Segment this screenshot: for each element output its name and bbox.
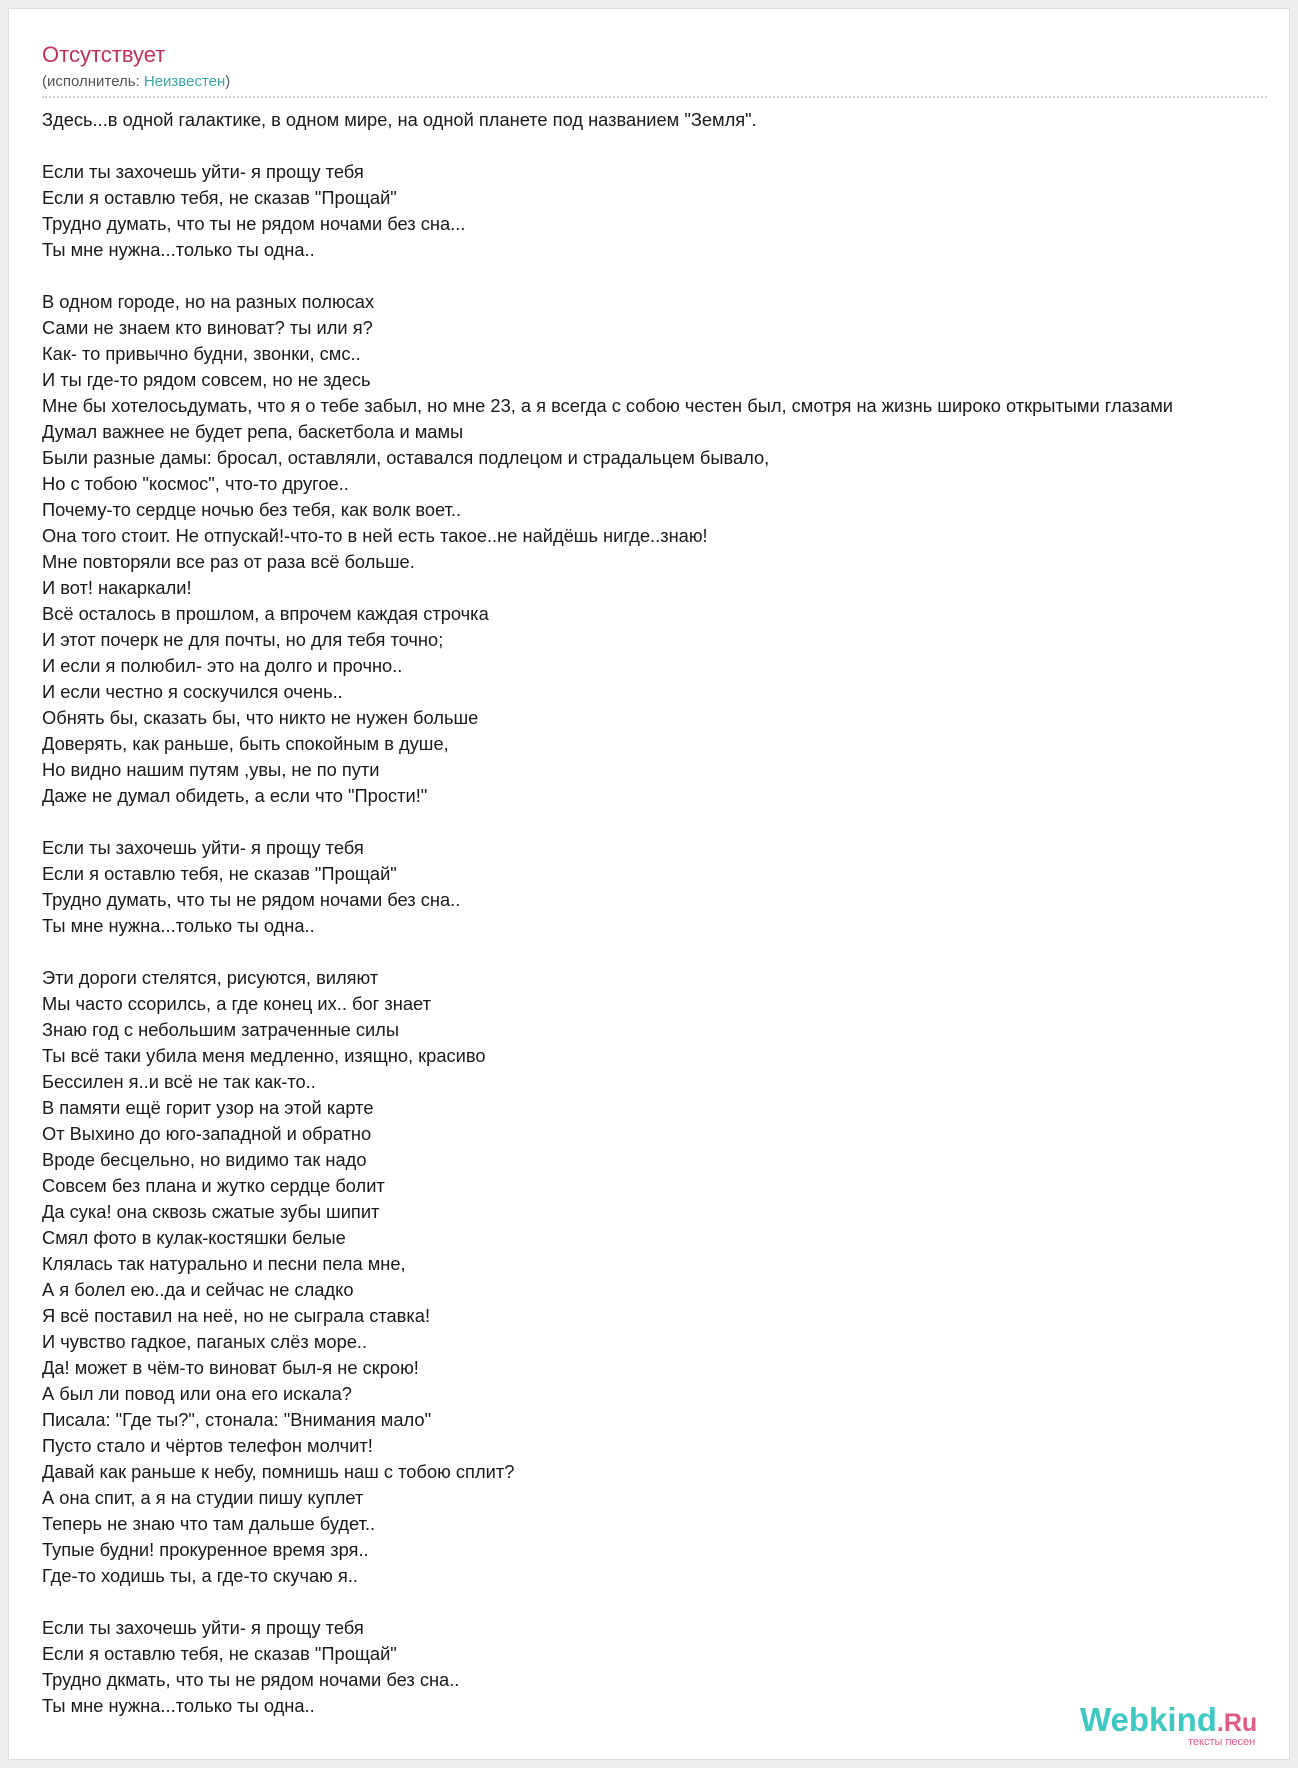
lyric-line: И ты где-то рядом совсем, но не здесь [42, 369, 371, 390]
lyric-line: Обнять бы, сказать бы, что никто не нужен больше [42, 707, 479, 728]
logo-tagline: тексты песен [1188, 1736, 1256, 1748]
lyric-line: Смял фото в кулак-костяшки белые [42, 1227, 346, 1248]
lyric-blank-line [42, 939, 1282, 965]
lyric-line: Если я оставлю тебя, не сказав "Прощай" [42, 863, 397, 884]
lyric-line: Трудно думать, что ты не рядом ночами без сна.. [42, 889, 461, 910]
artist-prefix: (исполнитель: [42, 73, 144, 90]
lyric-blank-line [42, 263, 1282, 289]
lyric-blank-line [42, 133, 1282, 159]
lyric-line: Трудно думать, что ты не рядом ночами без сна... [42, 213, 466, 234]
lyrics-block [42, 107, 1282, 1719]
lyric-line: Да сука! она сквозь сжатые зубы шипит [42, 1201, 380, 1222]
lyric-line: А я болел ею..да и сейчас не сладко [42, 1279, 354, 1300]
lyric-line: Как- то привычно будни, звонки, смс.. [42, 343, 361, 364]
page-frame [8, 8, 1290, 1760]
lyric-line: Трудно дкмать, что ты не рядом ночами без сна.. [42, 1669, 460, 1690]
lyric-line: Если ты захочешь уйти- я прощу тебя [42, 1617, 364, 1638]
lyric-line: Если я оставлю тебя, не сказав "Прощай" [42, 1643, 397, 1664]
lyric-line: Бессилен я..и всё не так как-то.. [42, 1071, 316, 1092]
lyric-blank-line [42, 1589, 1282, 1615]
lyric-blank-line [42, 809, 1282, 835]
lyric-line: Почему-то сердце ночью без тебя, как волк воет.. [42, 499, 462, 520]
lyric-line: Ты мне нужна...только ты одна.. [42, 1695, 315, 1716]
lyric-line: Ты мне нужна...только ты одна.. [42, 239, 315, 260]
lyric-line: Доверять, как раньше, быть спокойным в душе, [42, 733, 449, 754]
lyric-line: Сами не знаем кто виноват? ты или я? [42, 317, 373, 338]
lyric-line: В памяти ещё горит узор на этой карте [42, 1097, 374, 1118]
lyric-line: Были разные дамы: бросал, оставляли, оставался подлецом и страдальцем бывало, [42, 447, 770, 468]
lyric-line: Но видно нашим путям ,увы, не по пути [42, 759, 380, 780]
lyric-line: А она спит, а я на студии пишу куплет [42, 1487, 364, 1508]
lyric-line: Даже не думал обидеть, а если что "Прости!" [42, 785, 428, 806]
lyric-line: Знаю год с небольшим затраченные силы [42, 1019, 399, 1040]
lyric-line: Клялась так натурально и песни пела мне, [42, 1253, 406, 1274]
logo-tld: .Ru [1216, 1709, 1258, 1737]
lyric-line: Она того стоит. Не отпускай!-что-то в ней есть такое..не найдёшь нигде..знаю! [42, 525, 708, 546]
lyric-line: И если я полюбил- это на долго и прочно.. [42, 655, 403, 676]
lyric-line: Здесь...в одной галактике, в одном мире, на одной планете под названием "Земля". [42, 109, 757, 130]
lyric-line: Ты мне нужна...только ты одна.. [42, 915, 315, 936]
lyric-line: Теперь не знаю что там дальше будет.. [42, 1513, 376, 1534]
lyric-line: А был ли повод или она его искала? [42, 1383, 352, 1404]
lyric-line: Ты всё таки убила меня медленно, изящно, красиво [42, 1045, 486, 1066]
lyric-line: Если я оставлю тебя, не сказав "Прощай" [42, 187, 397, 208]
lyric-line: И вот! накаркали! [42, 577, 192, 598]
lyric-line: Мне повторяли все раз от раза всё больше. [42, 551, 415, 572]
lyric-line: От Выхино до юго-западной и обратно [42, 1123, 372, 1144]
lyric-line: И чувство гадкое, паганых слёз море.. [42, 1331, 368, 1352]
lyric-line: Всё осталось в прошлом, а впрочем каждая строчка [42, 603, 489, 624]
logo-name: Webkind [1080, 1701, 1217, 1738]
lyric-line: Эти дороги стелятся, рисуются, виляют [42, 967, 379, 988]
lyric-line: И если честно я соскучился очень.. [42, 681, 343, 702]
lyric-line: Где-то ходишь ты, а где-то скучаю я.. [42, 1565, 358, 1586]
lyric-line: Я всё поставил на неё, но не сыграла ставка! [42, 1305, 431, 1326]
lyric-line: Если ты захочешь уйти- я прощу тебя [42, 161, 364, 182]
lyric-line: Если ты захочешь уйти- я прощу тебя [42, 837, 364, 858]
artist-suffix: ) [225, 73, 231, 90]
lyric-line: Вроде бесцельно, но видимо так надо [42, 1149, 367, 1170]
lyric-line: Мне бы хотелосьдумать, что я о тебе забыл, но мне 23, а я всегда с собою честен был, смотря на жизнь широко открытыми глазами [42, 395, 1174, 416]
lyric-line: Тупые будни! прокуренное время зря.. [42, 1539, 369, 1560]
lyric-line: Писала: "Где ты?", стонала: "Внимания мало" [42, 1409, 432, 1430]
lyric-line: Давай как раньше к небу, помнишь наш с тобою сплит? [42, 1461, 515, 1482]
site-logo[interactable] [1080, 1701, 1285, 1753]
artist-line [42, 73, 230, 91]
lyric-line: Совсем без плана и жутко сердце болит [42, 1175, 385, 1196]
title-divider [42, 96, 1267, 98]
lyric-line: Мы часто ссорилсь, а где конец их.. бог знает [42, 993, 431, 1014]
lyric-line: Но с тобою "космос", что-то другое.. [42, 473, 349, 494]
lyric-line: И этот почерк не для почты, но для тебя точно; [42, 629, 444, 650]
artist-link[interactable]: Неизвестен [143, 73, 226, 90]
lyric-line: В одном городе, но на разных полюсах [42, 291, 375, 312]
lyric-line: Да! может в чём-то виноват был-я не скрою! [42, 1357, 419, 1378]
lyric-line: Думал важнее не будет репа, баскетбола и мамы [42, 421, 464, 442]
song-title: Отсутствует [42, 42, 166, 67]
lyric-line: Пусто стало и чёртов телефон молчит! [42, 1435, 373, 1456]
